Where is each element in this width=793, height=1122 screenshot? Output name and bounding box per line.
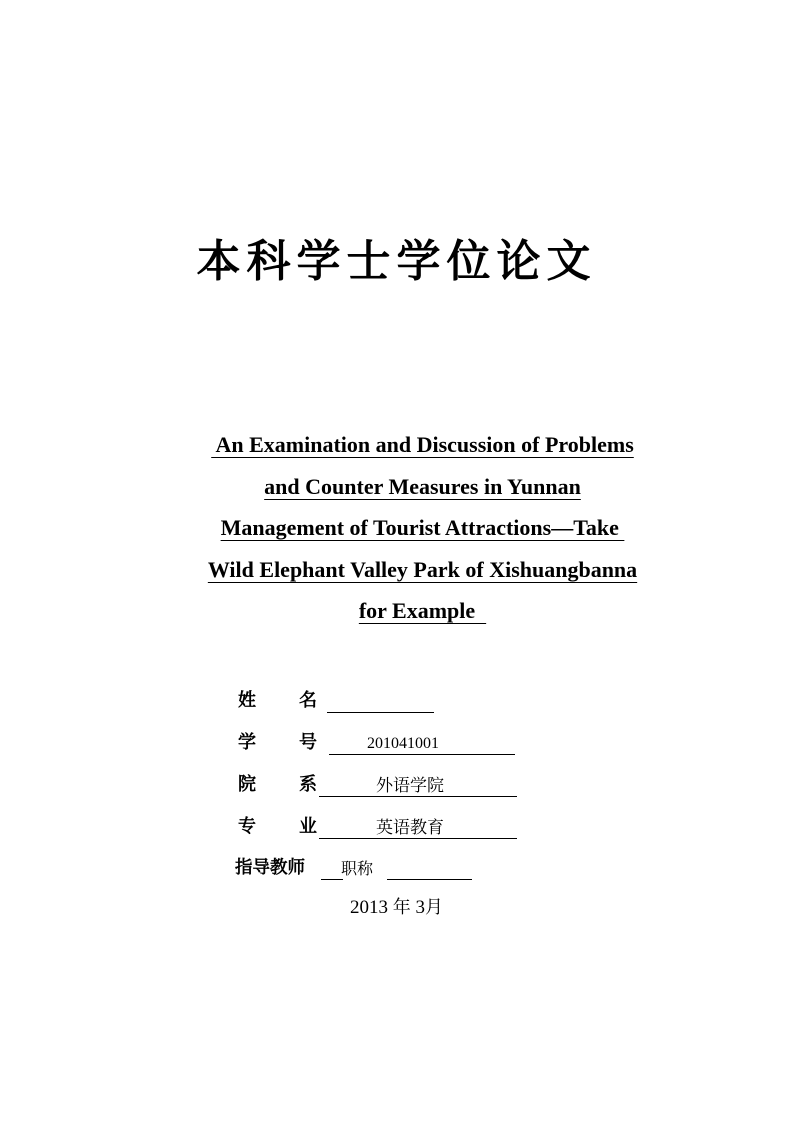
- advisor-label: 指导教师: [235, 858, 305, 878]
- thesis-title-line-3: Management of Tourist Attractions—Take: [220, 515, 625, 540]
- student-id-field[interactable]: 201041001: [329, 728, 515, 755]
- name-field[interactable]: [327, 686, 434, 713]
- major-label: 专 业: [238, 816, 317, 837]
- date-month: 3: [415, 897, 425, 918]
- advisor-title-label: 职称: [341, 859, 374, 878]
- date-month-char: 月: [425, 897, 443, 918]
- thesis-title-line-5: for Example: [358, 598, 487, 623]
- department-field[interactable]: 外语学院: [319, 770, 517, 797]
- thesis-title-line-1: An Examination and Discussion of Problems: [211, 432, 634, 457]
- degree-title: 本科学士学位论文: [196, 236, 597, 287]
- name-label: 姓 名: [238, 690, 317, 711]
- thesis-title: [150, 424, 695, 632]
- date-year-char: 年: [392, 897, 411, 918]
- thesis-title-line-4: Wild Elephant Valley Park of Xishuangbanna: [207, 556, 638, 582]
- major-field[interactable]: 英语教育: [319, 812, 517, 839]
- student-id-label: 学 号: [238, 732, 317, 753]
- thesis-title-line-2: and Counter Measures in Yunnan: [264, 473, 581, 499]
- department-label: 院 系: [238, 774, 317, 795]
- advisor-name-field[interactable]: [321, 853, 343, 880]
- date-year: 2013: [350, 897, 388, 918]
- advisor-title-field[interactable]: [387, 853, 472, 880]
- submission-date: [0, 894, 793, 922]
